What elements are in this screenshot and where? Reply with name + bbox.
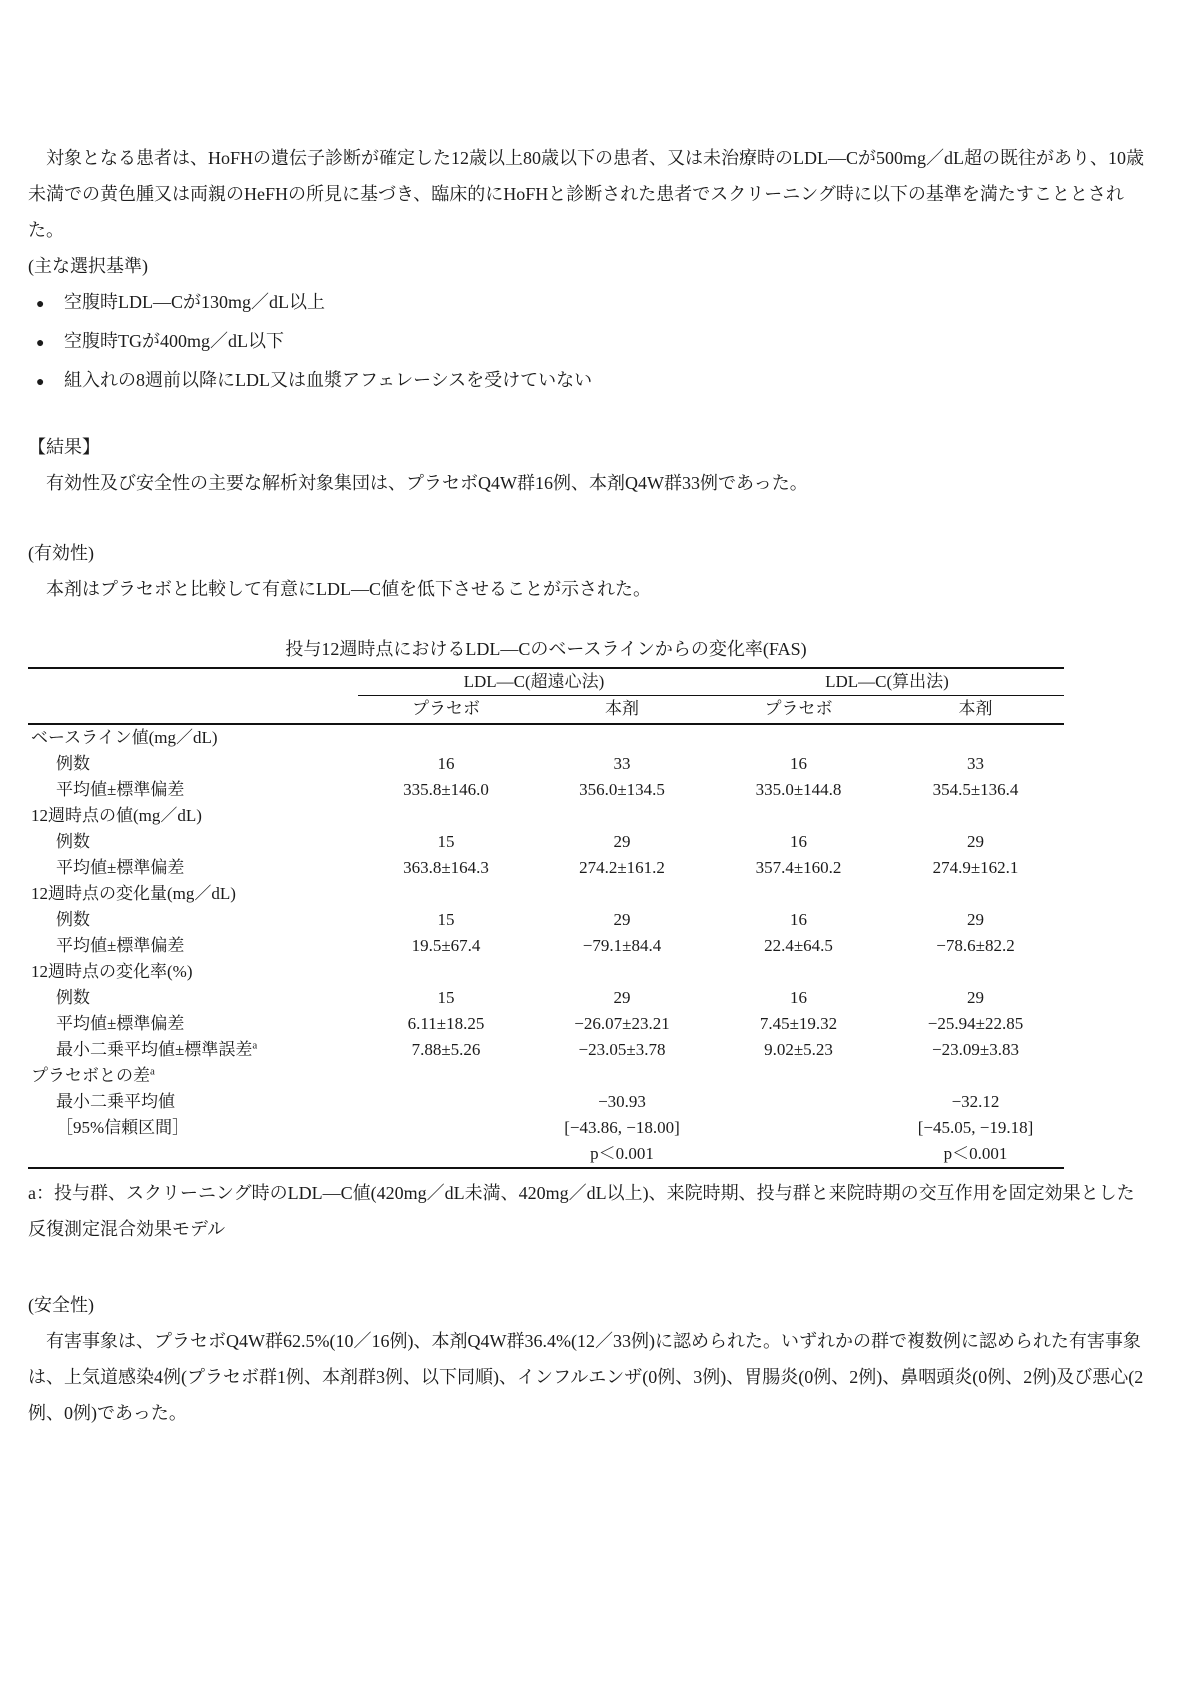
column-header-placebo-1: プラセボ <box>358 696 534 724</box>
table-cell: 16 <box>437 753 455 773</box>
results-heading: 【結果】 <box>28 437 100 457</box>
table-cell: p＜0.001 <box>943 1143 1008 1163</box>
row-label: ベースライン値(mg／dL) <box>31 727 218 747</box>
table-cell: 357.4±160.2 <box>755 857 842 877</box>
table-cell <box>887 1063 1064 1089</box>
footnote-marker: a <box>150 1064 155 1077</box>
row-label: 12週時点の変化率(%) <box>31 961 193 981</box>
table-cell <box>710 1115 887 1141</box>
table-cell: 29 <box>967 987 984 1007</box>
table-cell <box>358 959 534 985</box>
table-cell: 335.0±144.8 <box>755 779 842 799</box>
row-label: 平均値±標準偏差 <box>56 779 185 799</box>
table-row <box>28 1089 1064 1115</box>
table-cell: 33 <box>613 753 631 773</box>
column-header-drug-1: 本剤 <box>534 696 710 724</box>
table-row <box>28 803 1064 829</box>
table-cell <box>710 959 887 985</box>
row-label: 平均値±標準偏差 <box>56 1013 185 1033</box>
efficacy-heading: (有効性) <box>28 543 94 563</box>
table-cell: [−43.86, −18.00] <box>564 1117 680 1137</box>
table-cell: 16 <box>790 987 807 1007</box>
table-cell <box>358 724 534 751</box>
table-cell <box>534 724 710 751</box>
row-label <box>28 1141 358 1168</box>
table-cell: 7.45±19.32 <box>759 1013 838 1033</box>
table-cell: 29 <box>613 831 631 851</box>
table-cell <box>534 1063 710 1089</box>
row-label: 12週時点の変化量(mg／dL) <box>31 883 236 903</box>
row-label: プラセボとの差$^a$ <box>31 1064 155 1085</box>
table-cell: 274.9±162.1 <box>932 857 1019 877</box>
table-cell <box>710 724 887 751</box>
table-cell: 274.2±161.2 <box>579 857 665 877</box>
criterion-text: 組入れの8週前以降にLDL又は血漿アフェレーシスを受けていない <box>64 370 593 390</box>
row-label: 例数 <box>56 753 90 773</box>
column-header-placebo-2: プラセボ <box>710 696 887 724</box>
table-cell <box>887 959 1064 985</box>
table-cell: 15 <box>437 987 455 1007</box>
table-cell: −23.05±3.78 <box>578 1039 666 1059</box>
list-item <box>28 323 1151 362</box>
table-cell <box>710 803 887 829</box>
table-cell: −79.1±84.4 <box>582 935 662 955</box>
table-row <box>28 1037 1064 1063</box>
safety-heading: (安全性) <box>28 1294 94 1315</box>
criteria-heading: (主な選択基準) <box>28 256 148 276</box>
group-header-calculated: LDL—C(算出法) <box>710 668 1064 696</box>
results-table <box>28 667 1064 1169</box>
table-cell <box>710 881 887 907</box>
table-cell <box>358 1063 534 1089</box>
list-item <box>28 284 1151 323</box>
table-row <box>28 1115 1064 1141</box>
criterion-text: 空腹時TGが400mg／dL以下 <box>64 331 284 351</box>
table-cell: 7.88±5.26 <box>411 1039 481 1059</box>
row-label: 最小二乗平均値±標準誤差$^a$ <box>56 1038 258 1059</box>
table-cell: 9.02±5.23 <box>764 1039 833 1059</box>
table-cell: 29 <box>613 909 631 929</box>
table-cell <box>710 1063 887 1089</box>
table-footnote: a：投与群、スクリーニング時のLDL—C値(420mg／dL未満、420mg／dL以上)、来院時期、投与群と来院時期の交互作用を固定効果とした反復測定混合効果モデル <box>28 1182 1135 1239</box>
intro-paragraph: 対象となる患者は、HoFHの遺伝子診断が確定した12歳以上80歳以下の患者、又は未治療時のLDL—Cが500mg／dL超の既往があり、10歳未満での黄色腫又は両親のHeFHの所見に基づき、臨床的にHoFHと診断された患者でスクリーニング時に以下の基準を満たすこととされた。 <box>28 148 1144 240</box>
table-cell: 29 <box>967 831 984 851</box>
table-row <box>28 724 1064 751</box>
table-body <box>28 724 1064 1168</box>
criterion-text: 空腹時LDL—Cが130mg／dL以上 <box>64 292 325 312</box>
table-cell: 363.8±164.3 <box>403 857 489 877</box>
row-label: 12週時点の値(mg／dL) <box>31 805 202 825</box>
table-cell: 29 <box>613 987 631 1007</box>
table-cell <box>358 1141 534 1168</box>
table-cell: −32.12 <box>951 1091 1000 1111</box>
footnote-marker: a <box>252 1038 258 1051</box>
table-cell: 19.5±67.4 <box>411 935 481 955</box>
row-label: 例数 <box>56 831 90 851</box>
table-cell: −26.07±23.21 <box>574 1013 670 1033</box>
row-label: 例数 <box>56 987 90 1007</box>
bullet-icon: ● <box>36 297 45 312</box>
safety-paragraph: 有害事象は、プラセボQ4W群62.5%(10／16例)、本剤Q4W群36.4%(12／33例)に認められた。いずれかの群で複数例に認められた有害事象は、上気道感染4例(プラセボ群1例、本剤群3例、以下同順)、インフルエンザ(0例、3例)、胃腸炎(0例、2例)、鼻咽頭炎(0例、2例)及び悪心(2例、0例)であった。 <box>28 1330 1144 1423</box>
table-cell <box>358 803 534 829</box>
table-cell <box>710 1141 887 1168</box>
table-cell <box>358 1089 534 1115</box>
bullet-icon: ● <box>36 375 45 390</box>
table-cell: 29 <box>967 909 984 929</box>
table-cell: −78.6±82.2 <box>936 935 1015 955</box>
empty-cell <box>28 668 358 696</box>
table-cell <box>887 803 1064 829</box>
table-row <box>28 933 1064 959</box>
results-paragraph: 有効性及び安全性の主要な解析対象集団は、プラセボQ4W群16例、本剤Q4W群33例であった。 <box>28 473 808 493</box>
table-cell: 16 <box>790 909 807 929</box>
table-cell: 16 <box>790 753 807 773</box>
table-cell: −25.94±22.85 <box>927 1013 1024 1033</box>
table-row <box>28 855 1064 881</box>
table-cell <box>887 881 1064 907</box>
table-cell: 354.5±136.4 <box>932 779 1019 799</box>
row-label: 最小二乗平均値 <box>56 1091 175 1111</box>
table-cell: −23.09±3.83 <box>932 1039 1019 1059</box>
table-cell <box>534 881 710 907</box>
table-row <box>28 829 1064 855</box>
table-cell <box>887 724 1064 751</box>
table-cell: 33 <box>967 753 984 773</box>
column-header-drug-2: 本剤 <box>887 696 1064 724</box>
table-cell: 15 <box>437 831 455 851</box>
efficacy-paragraph: 本剤はプラセボと比較して有意にLDL—C値を低下させることが示された。 <box>28 579 651 599</box>
row-label: ［95%信頼区間］ <box>56 1117 190 1137</box>
group-header-ultracentrifugation: LDL—C(超遠心法) <box>358 668 710 696</box>
table-cell: −30.93 <box>598 1091 646 1111</box>
table-cell: 356.0±134.5 <box>579 779 665 799</box>
table-cell <box>534 803 710 829</box>
table-cell <box>534 959 710 985</box>
table-cell <box>358 1115 534 1141</box>
table-group-header-row <box>28 668 1064 696</box>
row-label: 平均値±標準偏差 <box>56 857 185 877</box>
table-cell: 16 <box>790 831 807 851</box>
table-cell <box>710 1089 887 1115</box>
table-cell <box>358 881 534 907</box>
table-row <box>28 1063 1064 1089</box>
table-row <box>28 907 1064 933</box>
table-cell: p＜0.001 <box>590 1143 654 1163</box>
table-row <box>28 751 1064 777</box>
table-row <box>28 777 1064 803</box>
criteria-list <box>28 284 1151 401</box>
table-cell: 22.4±64.5 <box>764 935 833 955</box>
table-row <box>28 1141 1064 1168</box>
table-row <box>28 959 1064 985</box>
table-row <box>28 985 1064 1011</box>
row-label: 例数 <box>56 909 90 929</box>
table-cell: 6.11±18.25 <box>407 1013 485 1033</box>
table-row <box>28 1011 1064 1037</box>
table-cell: 335.8±146.0 <box>403 779 489 799</box>
empty-cell <box>28 696 358 724</box>
row-label: 平均値±標準偏差 <box>56 935 185 955</box>
table-cell: [−45.05, −19.18] <box>917 1117 1034 1137</box>
table-column-header-row <box>28 696 1064 724</box>
list-item <box>28 362 1151 401</box>
bullet-icon: ● <box>36 336 45 351</box>
table-title: 投与12週時点におけるLDL—Cのベースラインからの変化率(FAS) <box>285 639 807 659</box>
table-row <box>28 881 1064 907</box>
table-cell: 15 <box>437 909 455 929</box>
